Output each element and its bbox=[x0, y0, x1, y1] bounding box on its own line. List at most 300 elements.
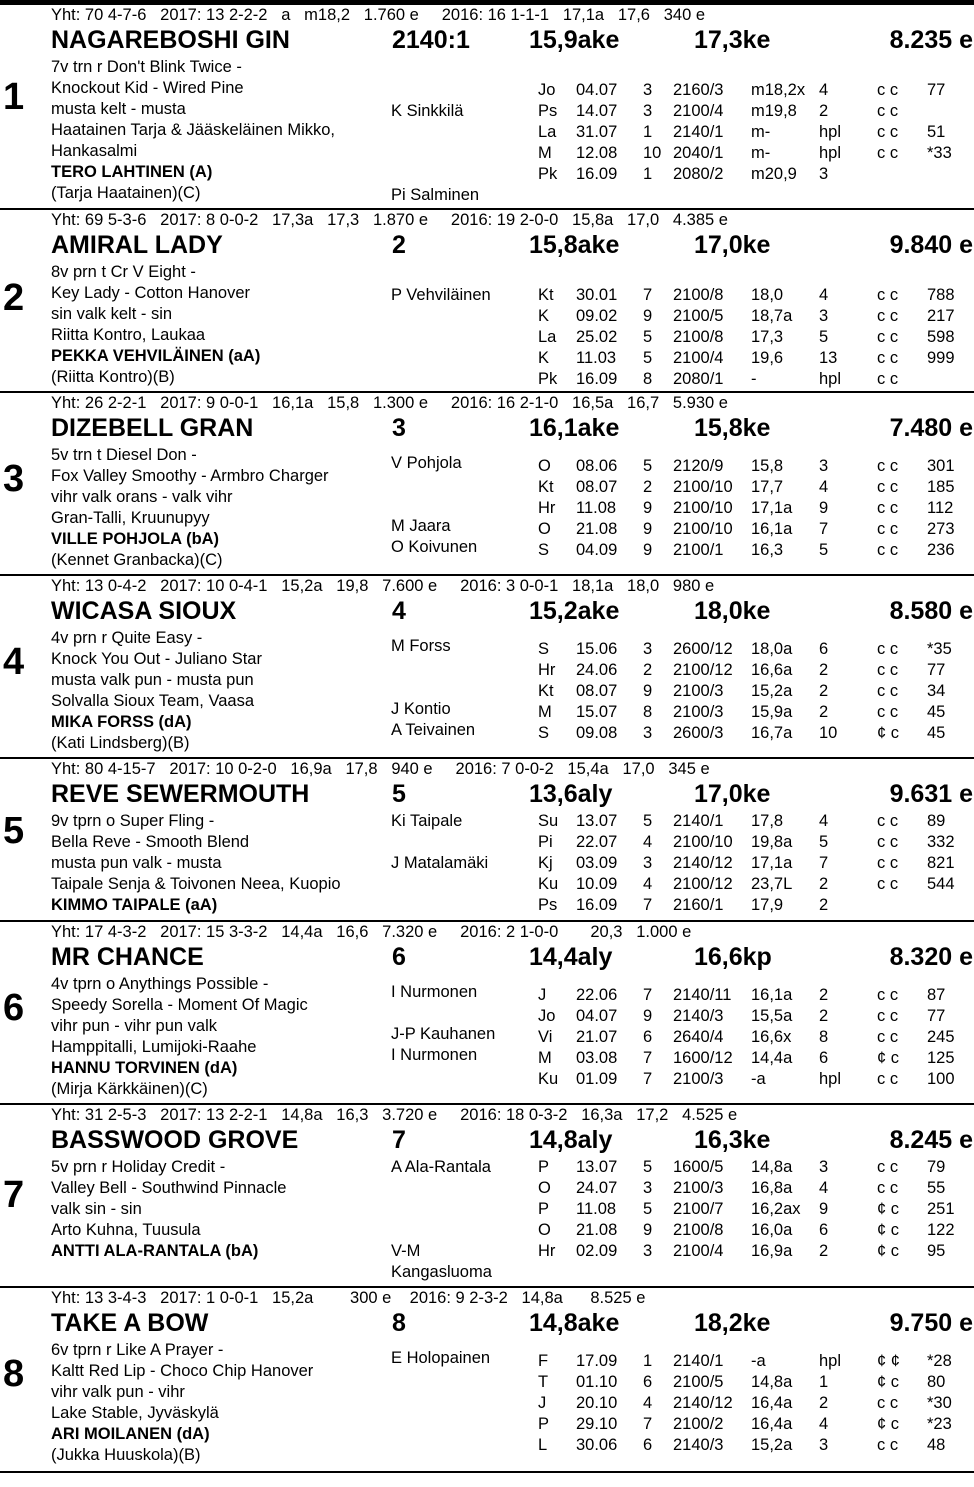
horse-entry bbox=[0, 210, 974, 393]
info-line: 7v trn r Don't Blink Twice - bbox=[51, 58, 242, 76]
start-time: 17,1a bbox=[751, 854, 793, 872]
info-line: Riitta Kontro, Laukaa bbox=[51, 326, 206, 344]
start-row bbox=[538, 985, 974, 1006]
start-odds: 273 bbox=[927, 520, 955, 538]
start-dist: 2140/12 bbox=[673, 854, 733, 872]
start-pos: 2 bbox=[819, 875, 829, 893]
start-odds: 45 bbox=[927, 703, 946, 721]
start-shoe: ¢ c bbox=[877, 724, 900, 742]
start-place: 6 bbox=[643, 1436, 653, 1454]
career-stats-line: Yht: 26 2-2-1 2017: 9 0-0-1 16,1a 15,8 1.300 e 2016: 16 2-1-0 16,5a 16,7 5.930 e bbox=[51, 394, 728, 412]
start-date: 22.06 bbox=[576, 986, 618, 1004]
start-dist: 2600/12 bbox=[673, 640, 733, 658]
start-odds: 48 bbox=[927, 1436, 946, 1454]
info-line: vihr valk orans - valk vihr bbox=[51, 488, 233, 506]
start-pos: 13 bbox=[819, 349, 838, 367]
start-track: La bbox=[538, 123, 557, 141]
start-place: 5 bbox=[643, 349, 653, 367]
start-dist: 2600/3 bbox=[673, 724, 724, 742]
start-row bbox=[538, 874, 974, 895]
start-odds: 77 bbox=[927, 1007, 946, 1025]
start-time: 16,7a bbox=[751, 724, 793, 742]
start-odds: 217 bbox=[927, 307, 955, 325]
start-date: 30.01 bbox=[576, 286, 618, 304]
start-shoe: ¢ c bbox=[877, 1373, 900, 1391]
start-dist: 2100/3 bbox=[673, 1070, 724, 1088]
horse-entry bbox=[0, 1288, 974, 1473]
start-track: Jo bbox=[538, 1007, 556, 1025]
start-odds: 999 bbox=[927, 349, 955, 367]
info-line: Solvalla Sioux Team, Vaasa bbox=[51, 692, 255, 710]
start-time: m18,2x bbox=[751, 81, 806, 99]
title-row bbox=[51, 778, 973, 811]
info-line: Key Lady - Cotton Hanover bbox=[51, 284, 251, 302]
start-date: 24.06 bbox=[576, 661, 618, 679]
horse-entry bbox=[0, 5, 974, 210]
record-auto-start: 15,2ake bbox=[529, 597, 620, 625]
start-track: Su bbox=[538, 812, 559, 830]
start-row bbox=[538, 811, 974, 832]
record-volt-start: 18,0ke bbox=[694, 597, 771, 625]
career-stats-line: Yht: 13 0-4-2 2017: 10 0-4-1 15,2a 19,8 7.600 e 2016: 3 0-0-1 18,1a 18,0 980 e bbox=[51, 577, 715, 595]
start-pos: 4 bbox=[819, 812, 829, 830]
start-pos: 2 bbox=[819, 1007, 829, 1025]
info-line: Knock You Out - Juliano Star bbox=[51, 650, 262, 668]
trainer-name: V-M bbox=[391, 1242, 421, 1260]
start-time: - bbox=[751, 370, 757, 388]
start-dist: 2100/3 bbox=[673, 703, 724, 721]
start-odds: 79 bbox=[927, 1158, 946, 1176]
start-time: 16,1a bbox=[751, 520, 793, 538]
start-odds: 89 bbox=[927, 812, 946, 830]
driver-name: TERO LAHTINEN (A) bbox=[51, 163, 213, 181]
start-pos: 4 bbox=[819, 1415, 829, 1433]
info-line: Taipale Senja & Toivonen Neea, Kuopio bbox=[51, 875, 341, 893]
trainer-name: I Nurmonen bbox=[391, 983, 478, 1001]
start-place: 2 bbox=[643, 661, 653, 679]
start-row bbox=[538, 122, 974, 143]
start-time: 17,1a bbox=[751, 499, 793, 517]
start-track: T bbox=[538, 1373, 549, 1391]
horse-name: BASSWOOD GROVE bbox=[51, 1126, 299, 1154]
start-shoe: c c bbox=[877, 682, 899, 700]
season-earnings: 9.631 e bbox=[889, 780, 973, 808]
start-place: 3 bbox=[643, 1179, 653, 1197]
start-place: 6 bbox=[643, 1028, 653, 1046]
start-time: 16,6a bbox=[751, 661, 793, 679]
start-date: 09.08 bbox=[576, 724, 618, 742]
start-shoe: ¢ c bbox=[877, 1049, 900, 1067]
start-dist: 2140/11 bbox=[673, 986, 732, 1004]
start-date: 11.08 bbox=[576, 499, 617, 517]
start-row bbox=[538, 327, 974, 348]
info-line: valk sin - sin bbox=[51, 1200, 142, 1218]
start-row bbox=[538, 660, 974, 681]
start-place: 9 bbox=[643, 520, 653, 538]
start-odds: 301 bbox=[927, 457, 955, 475]
record-volt-start: 18,2ke bbox=[694, 1309, 771, 1337]
start-place: 1 bbox=[643, 165, 653, 183]
info-line: Haatainen Tarja & Jääskeläinen Mikko, bbox=[51, 121, 336, 139]
info-line: Bella Reve - Smooth Blend bbox=[51, 833, 250, 851]
start-pos: 7 bbox=[819, 854, 829, 872]
start-place: 9 bbox=[643, 682, 653, 700]
start-time: m- bbox=[751, 123, 771, 141]
start-shoe: ¢ c bbox=[877, 1242, 900, 1260]
start-track: P bbox=[538, 1200, 550, 1218]
start-pos: 1 bbox=[819, 1373, 829, 1391]
start-date: 08.07 bbox=[576, 478, 618, 496]
start-pos: 4 bbox=[819, 81, 829, 99]
horse-name: NAGAREBOSHI GIN bbox=[51, 26, 290, 54]
start-time: 17,3 bbox=[751, 328, 784, 346]
start-track: O bbox=[538, 1221, 551, 1239]
info-line: 4v prn r Quite Easy - bbox=[51, 629, 203, 647]
start-pos: 3 bbox=[819, 307, 829, 325]
start-dist: 2120/9 bbox=[673, 457, 724, 475]
start-dist: 2140/1 bbox=[673, 812, 724, 830]
start-track: O bbox=[538, 457, 551, 475]
start-pos: hpl bbox=[819, 370, 842, 388]
start-time: 15,2a bbox=[751, 682, 793, 700]
start-date: 14.07 bbox=[576, 102, 618, 120]
start-odds: 95 bbox=[927, 1242, 946, 1260]
start-time: 16,4a bbox=[751, 1394, 793, 1412]
info-line: (Mirja Kärkkäinen)(C) bbox=[51, 1080, 208, 1098]
info-line: (Kennet Granbacka)(C) bbox=[51, 551, 223, 569]
record-volt-start: 17,0ke bbox=[694, 780, 771, 808]
start-date: 22.07 bbox=[576, 833, 618, 851]
start-shoe: c c bbox=[877, 1436, 899, 1454]
season-earnings: 8.320 e bbox=[889, 943, 973, 971]
trainer-name: J Matalamäki bbox=[391, 854, 489, 872]
start-shoe: c c bbox=[877, 102, 899, 120]
start-place: 5 bbox=[643, 1200, 653, 1218]
start-pos: hpl bbox=[819, 1070, 842, 1088]
start-date: 13.07 bbox=[576, 812, 618, 830]
start-time: 17,9 bbox=[751, 896, 784, 914]
start-row bbox=[538, 1069, 974, 1090]
start-date: 31.07 bbox=[576, 123, 618, 141]
start-time: 15,8 bbox=[751, 457, 784, 475]
start-odds: 77 bbox=[927, 81, 946, 99]
start-place: 4 bbox=[643, 833, 653, 851]
start-track: Hr bbox=[538, 661, 556, 679]
info-line: 8v prn t Cr V Eight - bbox=[51, 263, 196, 281]
start-date: 11.03 bbox=[576, 349, 617, 367]
start-place: 9 bbox=[643, 541, 653, 559]
start-pos: 5 bbox=[819, 541, 829, 559]
season-earnings: 7.480 e bbox=[889, 414, 973, 442]
start-row bbox=[538, 1241, 974, 1262]
start-shoe: c c bbox=[877, 349, 899, 367]
start-number: 8 bbox=[3, 1353, 25, 1395]
start-dist: 2100/10 bbox=[673, 478, 733, 496]
start-time: m- bbox=[751, 144, 771, 162]
start-pos: 3 bbox=[819, 1436, 829, 1454]
start-shoe: c c bbox=[877, 1179, 899, 1197]
info-line: 6v tprn r Like A Prayer - bbox=[51, 1341, 224, 1359]
info-line: musta kelt - musta bbox=[51, 100, 186, 118]
start-dist: 2140/3 bbox=[673, 1007, 724, 1025]
start-dist: 2040/1 bbox=[673, 144, 724, 162]
info-line: (Jukka Huuskola)(B) bbox=[51, 1446, 201, 1464]
start-time: 16,9a bbox=[751, 1242, 793, 1260]
start-date: 04.07 bbox=[576, 81, 618, 99]
start-number: 3 bbox=[3, 458, 25, 500]
info-line: 5v trn t Diesel Don - bbox=[51, 446, 197, 464]
start-row bbox=[538, 1393, 974, 1414]
start-time: 17,8 bbox=[751, 812, 784, 830]
start-place: 3 bbox=[643, 102, 653, 120]
start-pos: 7 bbox=[819, 520, 829, 538]
start-odds: *35 bbox=[927, 640, 952, 658]
start-time: 19,8a bbox=[751, 833, 793, 851]
start-row bbox=[538, 1435, 974, 1456]
start-track: Ps bbox=[538, 896, 558, 914]
start-dist: 2140/1 bbox=[673, 123, 724, 141]
start-dist: 2100/8 bbox=[673, 1221, 724, 1239]
horse-entry bbox=[0, 576, 974, 759]
start-dist: 2160/1 bbox=[673, 896, 724, 914]
start-time: 16,4a bbox=[751, 1415, 793, 1433]
record-volt-start: 15,8ke bbox=[694, 414, 771, 442]
start-shoe: c c bbox=[877, 370, 899, 388]
start-place: 7 bbox=[643, 986, 653, 1004]
start-place: 3 bbox=[643, 81, 653, 99]
start-odds: 185 bbox=[927, 478, 955, 496]
start-shoe: c c bbox=[877, 1028, 899, 1046]
draw-position: 8 bbox=[392, 1309, 406, 1337]
start-pos: 3 bbox=[819, 165, 829, 183]
info-line: Knockout Kid - Wired Pine bbox=[51, 79, 244, 97]
start-row bbox=[538, 702, 974, 723]
start-place: 5 bbox=[643, 812, 653, 830]
start-dist: 2100/8 bbox=[673, 328, 724, 346]
start-place: 1 bbox=[643, 123, 653, 141]
start-place: 10 bbox=[643, 144, 662, 162]
record-auto-start: 16,1ake bbox=[529, 414, 620, 442]
driver-name: HANNU TORVINEN (dA) bbox=[51, 1059, 238, 1077]
start-odds: 55 bbox=[927, 1179, 946, 1197]
start-date: 11.08 bbox=[576, 1200, 617, 1218]
start-date: 03.09 bbox=[576, 854, 618, 872]
record-volt-start: 16,3ke bbox=[694, 1126, 771, 1154]
start-dist: 2100/8 bbox=[673, 286, 724, 304]
start-dist: 2100/7 bbox=[673, 1200, 724, 1218]
start-track: P bbox=[538, 1158, 550, 1176]
season-earnings: 8.235 e bbox=[889, 26, 973, 54]
start-pos: 5 bbox=[819, 328, 829, 346]
season-earnings: 8.580 e bbox=[889, 597, 973, 625]
info-line: (Riitta Kontro)(B) bbox=[51, 368, 175, 386]
start-number: 6 bbox=[3, 987, 25, 1029]
start-pos: 2 bbox=[819, 703, 829, 721]
start-place: 6 bbox=[643, 1373, 653, 1391]
start-date: 21.07 bbox=[576, 1028, 618, 1046]
trainer-name: P Vehviläinen bbox=[391, 286, 491, 304]
trainer-name: Ki Taipale bbox=[391, 812, 463, 830]
driver-name: MIKA FORSS (dA) bbox=[51, 713, 192, 731]
horse-info-block bbox=[51, 628, 391, 754]
start-shoe: c c bbox=[877, 1394, 899, 1412]
start-date: 20.10 bbox=[576, 1394, 618, 1412]
draw-position: 5 bbox=[392, 780, 406, 808]
start-row bbox=[538, 895, 974, 916]
start-dist: 2100/4 bbox=[673, 349, 724, 367]
start-place: 3 bbox=[643, 854, 653, 872]
start-shoe: c c bbox=[877, 875, 899, 893]
start-track: K bbox=[538, 307, 550, 325]
start-pos: 2 bbox=[819, 661, 829, 679]
start-pos: 3 bbox=[819, 457, 829, 475]
start-place: 5 bbox=[643, 1158, 653, 1176]
start-time: 16,3 bbox=[751, 541, 784, 559]
start-time: -a bbox=[751, 1352, 766, 1370]
info-line: Hamppitalli, Lumijoki-Raahe bbox=[51, 1038, 257, 1056]
season-earnings: 9.750 e bbox=[889, 1309, 973, 1337]
start-track: P bbox=[538, 1415, 550, 1433]
start-track: Ku bbox=[538, 875, 559, 893]
start-number: 4 bbox=[3, 641, 25, 683]
start-row bbox=[538, 1157, 974, 1178]
start-track: Pk bbox=[538, 370, 558, 388]
start-dist: 2100/4 bbox=[673, 102, 724, 120]
info-line: Lake Stable, Jyväskylä bbox=[51, 1404, 219, 1422]
info-line: vihr valk pun - vihr bbox=[51, 1383, 185, 1401]
start-time: 16,1a bbox=[751, 986, 793, 1004]
draw-position: 2 bbox=[392, 231, 406, 259]
start-date: 03.08 bbox=[576, 1049, 618, 1067]
draw-position: 6 bbox=[392, 943, 406, 971]
start-track: O bbox=[538, 1179, 551, 1197]
start-odds: *23 bbox=[927, 1415, 952, 1433]
start-shoe: c c bbox=[877, 144, 899, 162]
info-line: (Tarja Haatainen)(C) bbox=[51, 184, 201, 202]
start-pos: 2 bbox=[819, 1242, 829, 1260]
start-shoe: c c bbox=[877, 1158, 899, 1176]
start-dist: 1600/12 bbox=[673, 1049, 733, 1067]
start-date: 15.07 bbox=[576, 703, 618, 721]
start-dist: 2100/10 bbox=[673, 499, 733, 517]
start-track: J bbox=[538, 986, 547, 1004]
start-pos: 6 bbox=[819, 640, 829, 658]
start-date: 30.06 bbox=[576, 1436, 618, 1454]
horse-info-block bbox=[51, 974, 391, 1100]
start-track: O bbox=[538, 520, 551, 538]
driver-name: ANTTI ALA-RANTALA (bA) bbox=[51, 1242, 259, 1260]
info-line: 5v prn r Holiday Credit - bbox=[51, 1158, 226, 1176]
start-odds: 788 bbox=[927, 286, 955, 304]
start-track: M bbox=[538, 703, 552, 721]
start-time: 15,9a bbox=[751, 703, 793, 721]
record-auto-start: 15,8ake bbox=[529, 231, 620, 259]
info-line: 4v tprn o Anythings Possible - bbox=[51, 975, 269, 993]
title-row bbox=[51, 1307, 973, 1340]
record-auto-start: 15,9ake bbox=[529, 26, 620, 54]
trainer-name: V Pohjola bbox=[391, 454, 462, 472]
start-track: Hr bbox=[538, 1242, 556, 1260]
start-odds: *33 bbox=[927, 144, 952, 162]
start-row bbox=[538, 101, 974, 122]
start-pos: hpl bbox=[819, 123, 842, 141]
start-track: Kt bbox=[538, 478, 554, 496]
start-date: 01.09 bbox=[576, 1070, 618, 1088]
horse-info-block bbox=[51, 1340, 391, 1466]
info-line: Speedy Sorella - Moment Of Magic bbox=[51, 996, 308, 1014]
start-track: Kt bbox=[538, 682, 554, 700]
career-stats-line: Yht: 80 4-15-7 2017: 10 0-2-0 16,9a 17,8 940 e 2016: 7 0-0-2 15,4a 17,0 345 e bbox=[51, 760, 710, 778]
start-dist: 2140/3 bbox=[673, 1436, 724, 1454]
title-row bbox=[51, 1124, 973, 1157]
start-pos: hpl bbox=[819, 1352, 842, 1370]
draw-position: 7 bbox=[392, 1126, 406, 1154]
start-odds: 245 bbox=[927, 1028, 955, 1046]
start-dist: 2140/1 bbox=[673, 1352, 724, 1370]
horse-entry bbox=[0, 393, 974, 576]
horse-entry bbox=[0, 1105, 974, 1288]
start-shoe: c c bbox=[877, 457, 899, 475]
start-track: S bbox=[538, 640, 550, 658]
start-time: 16,0a bbox=[751, 1221, 793, 1239]
start-date: 08.06 bbox=[576, 457, 618, 475]
start-row bbox=[538, 519, 974, 540]
horse-info-block bbox=[51, 57, 391, 204]
start-shoe: c c bbox=[877, 833, 899, 851]
race-program-sheet bbox=[0, 5, 974, 1473]
driver-name: ARI MOILANEN (dA) bbox=[51, 1425, 210, 1443]
start-pos: 2 bbox=[819, 682, 829, 700]
start-track: Ps bbox=[538, 102, 558, 120]
start-track: K bbox=[538, 349, 550, 367]
season-earnings: 9.840 e bbox=[889, 231, 973, 259]
record-auto-start: 14,8aly bbox=[529, 1126, 613, 1154]
start-pos: 10 bbox=[819, 724, 838, 742]
start-row bbox=[538, 832, 974, 853]
start-date: 08.07 bbox=[576, 682, 618, 700]
start-place: 9 bbox=[643, 499, 653, 517]
start-pos: 6 bbox=[819, 1049, 829, 1067]
start-shoe: c c bbox=[877, 986, 899, 1004]
start-time: 18,0 bbox=[751, 286, 784, 304]
record-auto-start: 14,8ake bbox=[529, 1309, 620, 1337]
horse-info-block bbox=[51, 445, 391, 571]
trainer-name: Pi Salminen bbox=[391, 186, 480, 204]
start-place: 8 bbox=[643, 703, 653, 721]
start-odds: 544 bbox=[927, 875, 955, 893]
info-line: Arto Kuhna, Tuusula bbox=[51, 1221, 201, 1239]
start-pos: 4 bbox=[819, 1179, 829, 1197]
start-place: 3 bbox=[643, 724, 653, 742]
horse-entry bbox=[0, 922, 974, 1105]
start-track: Ku bbox=[538, 1070, 559, 1088]
start-time: 17,7 bbox=[751, 478, 784, 496]
driver-name: VILLE POHJOLA (bA) bbox=[51, 530, 220, 548]
start-dist: 2100/1 bbox=[673, 541, 724, 559]
start-odds: 598 bbox=[927, 328, 955, 346]
start-date: 29.10 bbox=[576, 1415, 618, 1433]
info-line: Gran-Talli, Kruunupyy bbox=[51, 509, 210, 527]
trainer-name: K Sinkkilä bbox=[391, 102, 464, 120]
start-place: 4 bbox=[643, 1394, 653, 1412]
start-track: J bbox=[538, 1394, 547, 1412]
draw-position: 2140:1 bbox=[392, 26, 470, 54]
start-odds: 112 bbox=[927, 499, 954, 517]
trainer-name: J-P Kauhanen bbox=[391, 1025, 496, 1043]
start-shoe: ¢ ¢ bbox=[877, 1352, 900, 1370]
start-odds: 51 bbox=[927, 123, 946, 141]
horse-name: TAKE A BOW bbox=[51, 1309, 209, 1337]
